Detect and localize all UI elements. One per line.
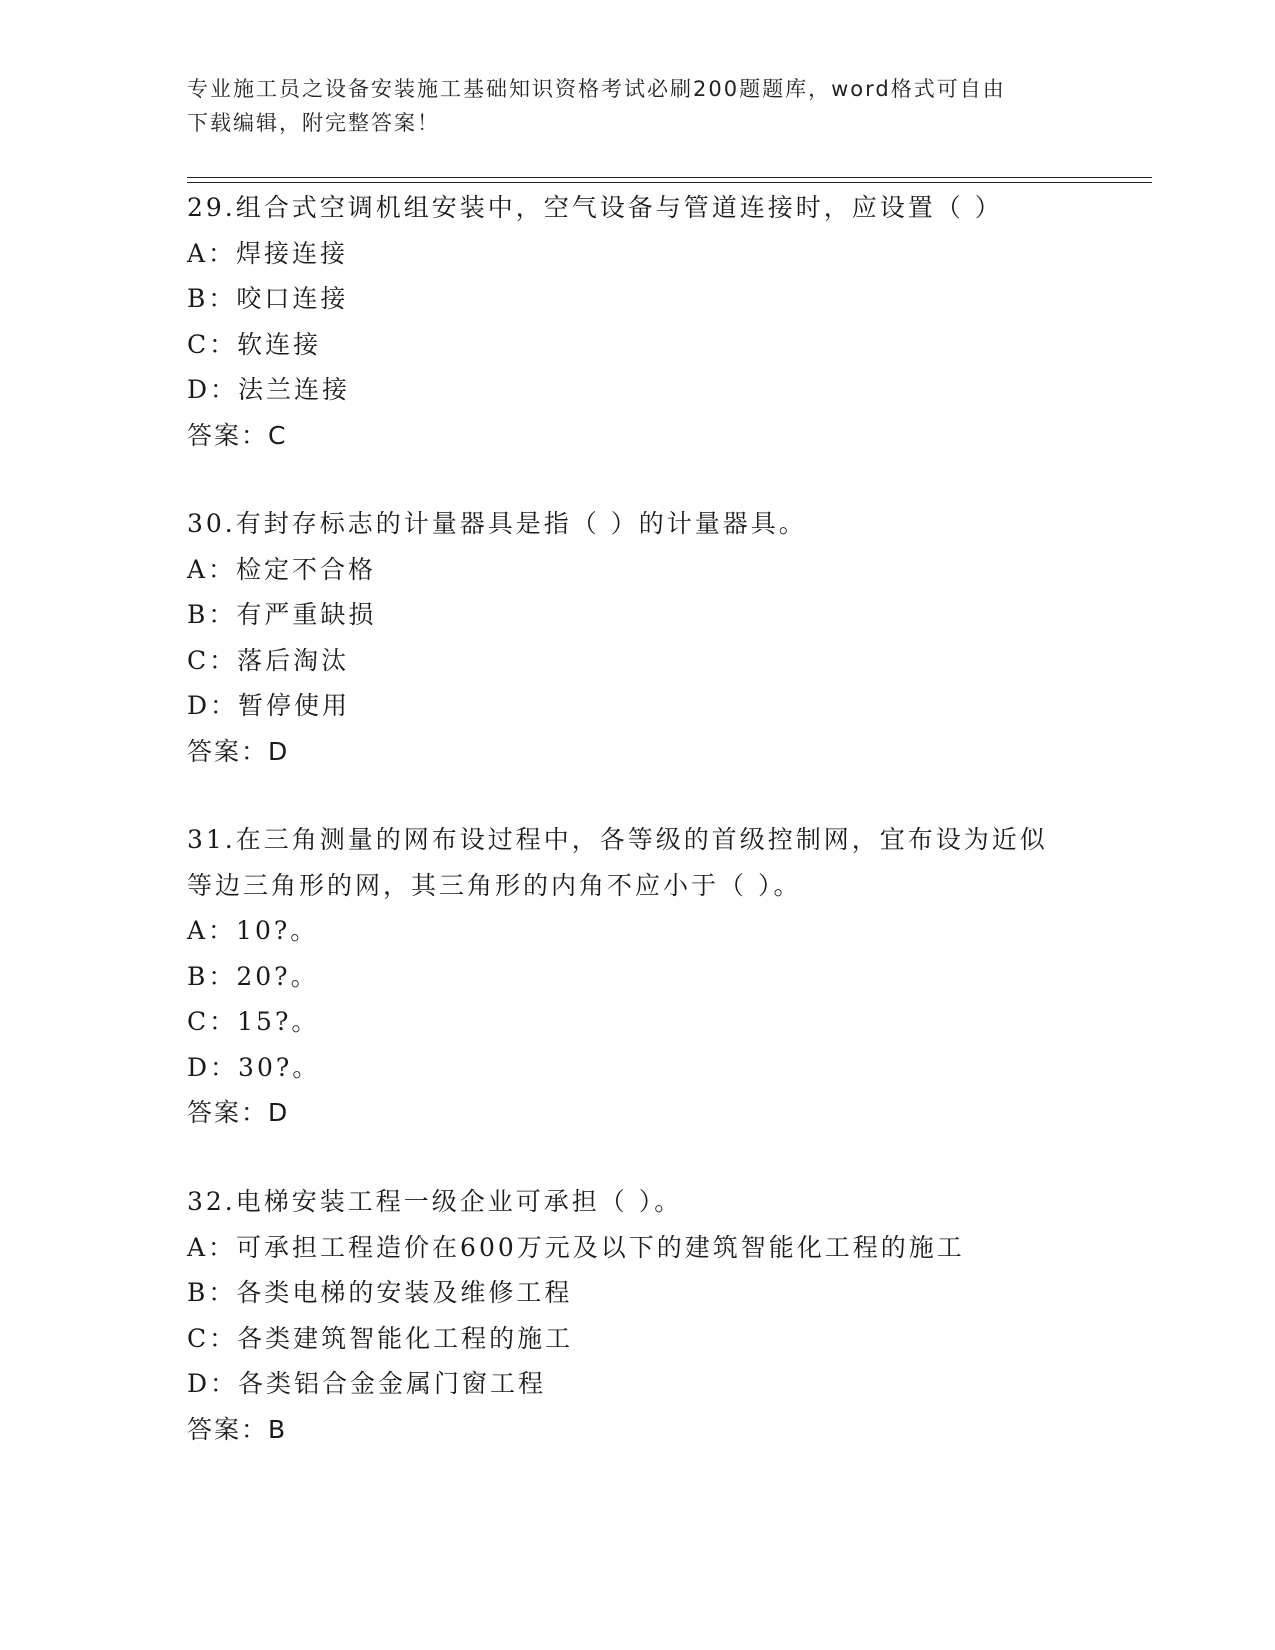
question-stem: 30.有封存标志的计量器具是指（ ）的计量器具。 <box>187 509 807 538</box>
option-a: A：焊接连接 <box>187 238 349 268</box>
question-stem-line-1: 31.在三角测量的网布设过程中，各等级的首级控制网，宜布设为近似 <box>187 825 1048 854</box>
answer-line: 答案：D <box>187 736 290 766</box>
option-d: D：30?。 <box>187 1052 321 1082</box>
option-d: D：各类铝合金金属门窗工程 <box>187 1369 547 1398</box>
question-stem: 29.组合式空调机组安装中，空气设备与管道连接时，应设置（ ） <box>187 193 1003 222</box>
option-c: C：15?。 <box>187 1007 320 1036</box>
option-a: A：10?。 <box>187 916 319 945</box>
header-line-1: 专业施工员之设备安装施工基础知识资格考试必刷200题题库，word格式可自由 <box>187 77 1006 101</box>
option-c: C：软连接 <box>187 329 322 359</box>
option-d: D：暂停使用 <box>187 691 351 720</box>
question-stem-line-2: 等边三角形的网，其三角形的内角不应小于（ ）。 <box>187 870 802 900</box>
header-line-2: 下载编辑，附完整答案！ <box>187 111 440 135</box>
option-d: D：法兰连接 <box>187 375 351 404</box>
option-a: A：检定不合格 <box>187 554 377 584</box>
option-b: B：20?。 <box>187 961 319 991</box>
document-header <box>187 72 1087 140</box>
option-b: B：有严重缺损 <box>187 600 377 629</box>
header-divider-top <box>187 177 1152 178</box>
option-c: C：各类建筑智能化工程的施工 <box>187 1323 574 1353</box>
question-31 <box>187 817 1087 1136</box>
question-29 <box>187 185 1087 458</box>
question-32 <box>187 1179 1087 1452</box>
question-stem: 32.电梯安装工程一级企业可承担（ ）。 <box>187 1187 683 1216</box>
header-divider-bottom <box>187 182 1152 183</box>
option-b: B：各类电梯的安装及维修工程 <box>187 1278 573 1307</box>
option-b: B：咬口连接 <box>187 284 349 313</box>
answer-line: 答案：D <box>187 1098 290 1127</box>
option-a: A：可承担工程造价在600万元及以下的建筑智能化工程的施工 <box>187 1232 965 1262</box>
answer-line: 答案：C <box>187 420 288 450</box>
answer-line: 答案：B <box>187 1414 288 1444</box>
question-30 <box>187 501 1087 774</box>
option-c: C：落后淘汰 <box>187 645 350 675</box>
